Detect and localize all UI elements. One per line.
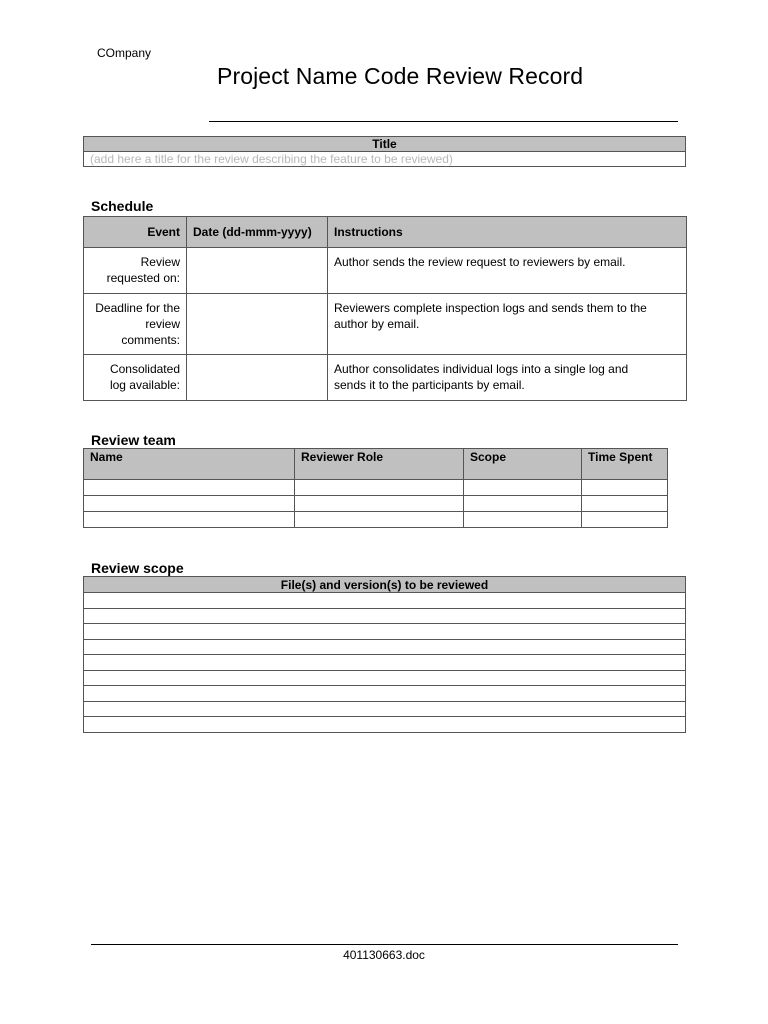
footer-divider <box>91 944 678 945</box>
scope-cell[interactable] <box>84 608 686 624</box>
team-cell[interactable] <box>295 496 464 512</box>
table-row <box>84 686 686 702</box>
title-placeholder-field[interactable]: (add here a title for the review describing the feature to be reviewed) <box>84 152 686 167</box>
schedule-instructions: Reviewers complete inspection logs and sends them to the author by email. <box>328 294 687 355</box>
scope-cell[interactable] <box>84 701 686 717</box>
scope-cell[interactable] <box>84 593 686 609</box>
schedule-instructions: Author sends the review request to reviewers by email. <box>328 248 687 294</box>
schedule-date-cell[interactable] <box>187 294 328 355</box>
schedule-row <box>84 294 687 355</box>
scope-col-files: File(s) and version(s) to be reviewed <box>84 577 686 593</box>
review-team-heading: Review team <box>91 432 176 448</box>
review-team-table <box>83 448 668 528</box>
schedule-row <box>84 248 687 294</box>
team-col-name: Name <box>84 449 295 480</box>
team-cell[interactable] <box>84 480 295 496</box>
review-scope-table <box>83 576 686 733</box>
company-name: COmpany <box>97 46 152 60</box>
schedule-table <box>83 216 687 401</box>
team-cell[interactable] <box>582 480 668 496</box>
schedule-col-date: Date (dd-mmm-yyyy) <box>187 217 328 248</box>
schedule-date-cell[interactable] <box>187 248 328 294</box>
team-cell[interactable] <box>295 512 464 528</box>
team-cell[interactable] <box>84 496 295 512</box>
schedule-event: Review requested on: <box>84 248 187 294</box>
schedule-col-instructions: Instructions <box>328 217 687 248</box>
title-underline <box>209 121 678 122</box>
table-row <box>84 608 686 624</box>
table-row <box>84 717 686 733</box>
scope-cell[interactable] <box>84 686 686 702</box>
scope-cell[interactable] <box>84 624 686 640</box>
footer-filename: 401130663.doc <box>343 948 425 962</box>
schedule-date-cell[interactable] <box>187 355 328 401</box>
title-table <box>83 136 686 167</box>
table-row <box>84 701 686 717</box>
scope-cell[interactable] <box>84 717 686 733</box>
table-row <box>84 512 668 528</box>
team-col-time-spent: Time Spent <box>582 449 668 480</box>
team-col-role: Reviewer Role <box>295 449 464 480</box>
team-cell[interactable] <box>464 496 582 512</box>
team-cell[interactable] <box>295 480 464 496</box>
scope-cell[interactable] <box>84 655 686 671</box>
schedule-instructions: Author consolidates individual logs into a single log and sends it to the participants by email. <box>328 355 687 401</box>
schedule-heading: Schedule <box>91 198 154 214</box>
team-cell[interactable] <box>582 512 668 528</box>
table-row <box>84 480 668 496</box>
document-title: Project Name Code Review Record <box>217 63 584 89</box>
schedule-event: Deadline for the review comments: <box>84 294 187 355</box>
scope-cell[interactable] <box>84 639 686 655</box>
table-row <box>84 639 686 655</box>
team-cell[interactable] <box>84 512 295 528</box>
schedule-event: Consolidated log available: <box>84 355 187 401</box>
schedule-row <box>84 355 687 401</box>
scope-cell[interactable] <box>84 670 686 686</box>
table-row <box>84 496 668 512</box>
team-cell[interactable] <box>582 496 668 512</box>
table-row <box>84 655 686 671</box>
team-cell[interactable] <box>464 512 582 528</box>
team-col-scope: Scope <box>464 449 582 480</box>
table-row <box>84 624 686 640</box>
team-cell[interactable] <box>464 480 582 496</box>
review-scope-heading: Review scope <box>91 560 184 576</box>
title-header: Title <box>84 137 686 152</box>
table-row <box>84 670 686 686</box>
schedule-col-event: Event <box>84 217 187 248</box>
table-row <box>84 593 686 609</box>
